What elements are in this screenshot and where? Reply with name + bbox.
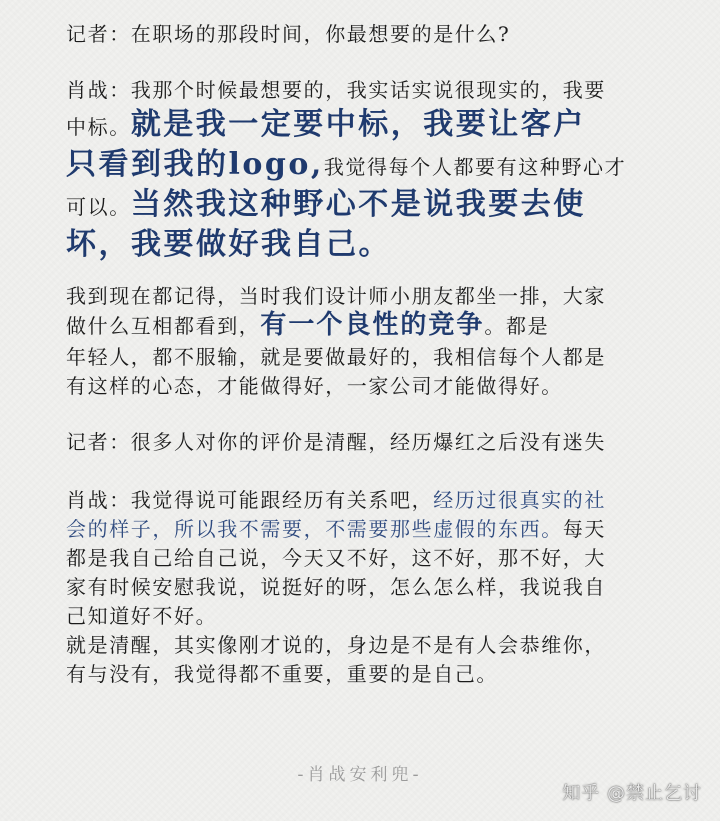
highlight-text: 就是我一定要中标，我要让客户 [130, 107, 586, 142]
answer-line: 我到现在都记得，当时我们设计师小朋友都坐一排，大家 [66, 284, 606, 308]
xiaozhan-answer-1 [66, 76, 666, 265]
answer-line [66, 311, 666, 343]
answer-line [66, 145, 666, 185]
answer-line: 年轻人，都不服输，就是要做最好的，我相信每个人都是 [66, 345, 606, 369]
xiaozhan-answer-3 [66, 486, 666, 689]
answer-line: 肖战：我那个时候最想要的，我实话实说很现实的，我要 [66, 78, 606, 102]
highlight-text: 坏，我要做好我自己。 [66, 227, 391, 262]
answer-line: 家有时候安慰我说，说挺好的呀，怎么怎么样，我说我自 [66, 575, 606, 599]
answer-text: 每天 [562, 517, 607, 541]
answer-text: 我觉得每个人都要有这种野心才 [323, 155, 627, 179]
footer-signature: -肖战安利兜- [297, 765, 423, 785]
answer-line [66, 105, 666, 145]
answer-line: 就是清醒，其实像刚才说的，身边是不是有人会恭维你， [66, 633, 606, 657]
answer-text: 可以。 [66, 195, 131, 219]
answer-line [66, 225, 666, 265]
question-text: 记者：在职场的那段时间，你最想要的是什么? [66, 22, 511, 46]
highlight-text: 经历过很真实的社 [433, 488, 607, 512]
answer-text: 中标。 [66, 115, 131, 139]
answer-line: 都是我自己给自己说，今天又不好，这不好，那不好，大 [66, 546, 606, 570]
xiaozhan-answer-2 [66, 282, 666, 401]
highlight-text: 会的样子，所以我不需要，不需要那些虚假的东西。 [66, 517, 563, 541]
highlight-text: 当然我这种野心不是说我要去使 [130, 187, 586, 222]
answer-line: 己知道好不好。 [66, 604, 218, 628]
answer-line [66, 486, 666, 515]
answer-text: 。都是 [484, 314, 550, 338]
reporter-question-1 [66, 20, 666, 49]
zhihu-watermark: 知乎 @禁止乞讨 [562, 783, 702, 804]
answer-line: 有这样的心态，才能做得好，一家公司才能做得好。 [66, 374, 563, 398]
answer-text: 肖战：我觉得说可能跟经历有关系吧， [66, 488, 434, 512]
question-text: 记者：很多人对你的评价是清醒，经历爆红之后没有迷失 [66, 430, 606, 454]
answer-line: 有与没有，我觉得都不重要，重要的是自己。 [66, 662, 498, 686]
answer-line [66, 515, 666, 544]
answer-text: 做什么互相都看到， [66, 314, 261, 338]
highlight-text: 只看到我的logo, [66, 147, 324, 182]
highlight-text: 有一个良性的竞争 [260, 310, 485, 340]
answer-line [66, 185, 666, 225]
reporter-question-2 [66, 428, 666, 457]
